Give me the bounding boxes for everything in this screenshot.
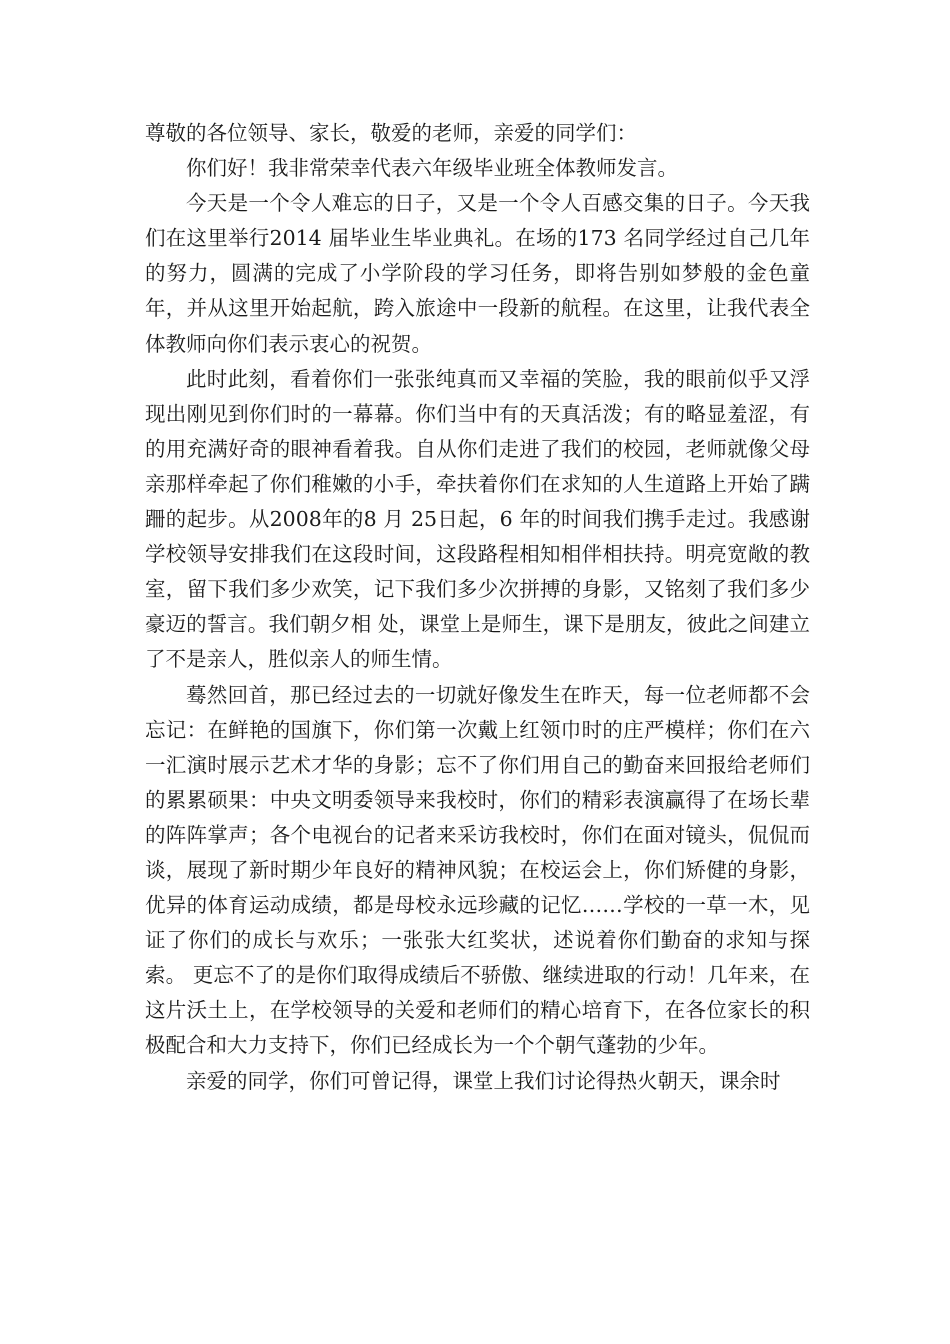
paragraph-memories: 此时此刻，看着你们一张张纯真而又幸福的笑脸，我的眼前似乎又浮现出刚见到你们时的一幕幕。你们当中有的天真活泼；有的略显羞涩，有的用充满好奇的眼神看着我。自从你们走进了我们的校园，老师就像父母亲那样牵起了你们稚嫩的小手，牵扶着你们在求知的人生道路上开始了蹒跚的起步。从2008年的8 月 25日起，6 年的时间我们携手走过。我感谢学校领导安排我们在这段时间，这段路程相知相伴相扶持。明亮宽敞的教室，留下我们多少欢笑，记下我们多少次拼搏的身影，又铭刻了我们多少豪迈的誓言。我们朝夕相 处，课堂上是师生，课下是朋友，彼此之间建立了不是亲人，胜似亲人的师生情。 (145, 366, 810, 672)
paragraph-ceremony: 今天是一个令人难忘的日子，又是一个令人百感交集的日子。今天我们在这里举行2014 届毕业生毕业典礼。在场的173 名同学经过自己几年的努力，圆满的完成了小学阶段的学习任务，即将告别如梦般的金色童年，并从这里开始起航，跨入旅途中一段新的航程。在这里，让我代表全体教师向你们表示衷心的祝贺。 (145, 191, 810, 356)
paragraph-achievements: 蓦然回首，那已经过去的一切就好像发生在昨天，每一位老师都不会忘记：在鲜艳的国旗下，你们第一次戴上红领巾时的庄严模样；你们在六一汇演时展示艺术才华的身影；忘不了你们用自己的勤奋来回报给老师们的累累硕果：中央文明委领导来我校时，你们的精彩表演赢得了在场长辈的阵阵掌声；各个电视台的记者来采访我校时，你们在面对镜头，侃侃而谈，展现了新时期少年良好的精神风貌；在校运会上，你们矫健的身影，优异的体育运动成绩，都是母校永远珍藏的记忆……学校的一草一木，见证了你们的成长与欢乐；一张张大红奖状，述说着你们勤奋的求知与探索。 更忘不了的是你们取得成绩后不骄傲、继续进取的行动！几年来，在这片沃土上，在学校领导的关爱和老师们的精心培育下，在各位家长的积极配合和大力支持下，你们已经成长为一个个朝气蓬勃的少年。 (145, 682, 810, 1058)
document-body (145, 116, 810, 1099)
paragraph-recall: 亲爱的同学，你们可曾记得，课堂上我们讨论得热火朝天，课余时 (186, 1068, 781, 1093)
paragraph-greeting: 你们好！我非常荣幸代表六年级毕业班全体教师发言。 (186, 156, 678, 181)
salutation: 尊敬的各位领导、家长，敬爱的老师，亲爱的同学们： (145, 121, 637, 145)
